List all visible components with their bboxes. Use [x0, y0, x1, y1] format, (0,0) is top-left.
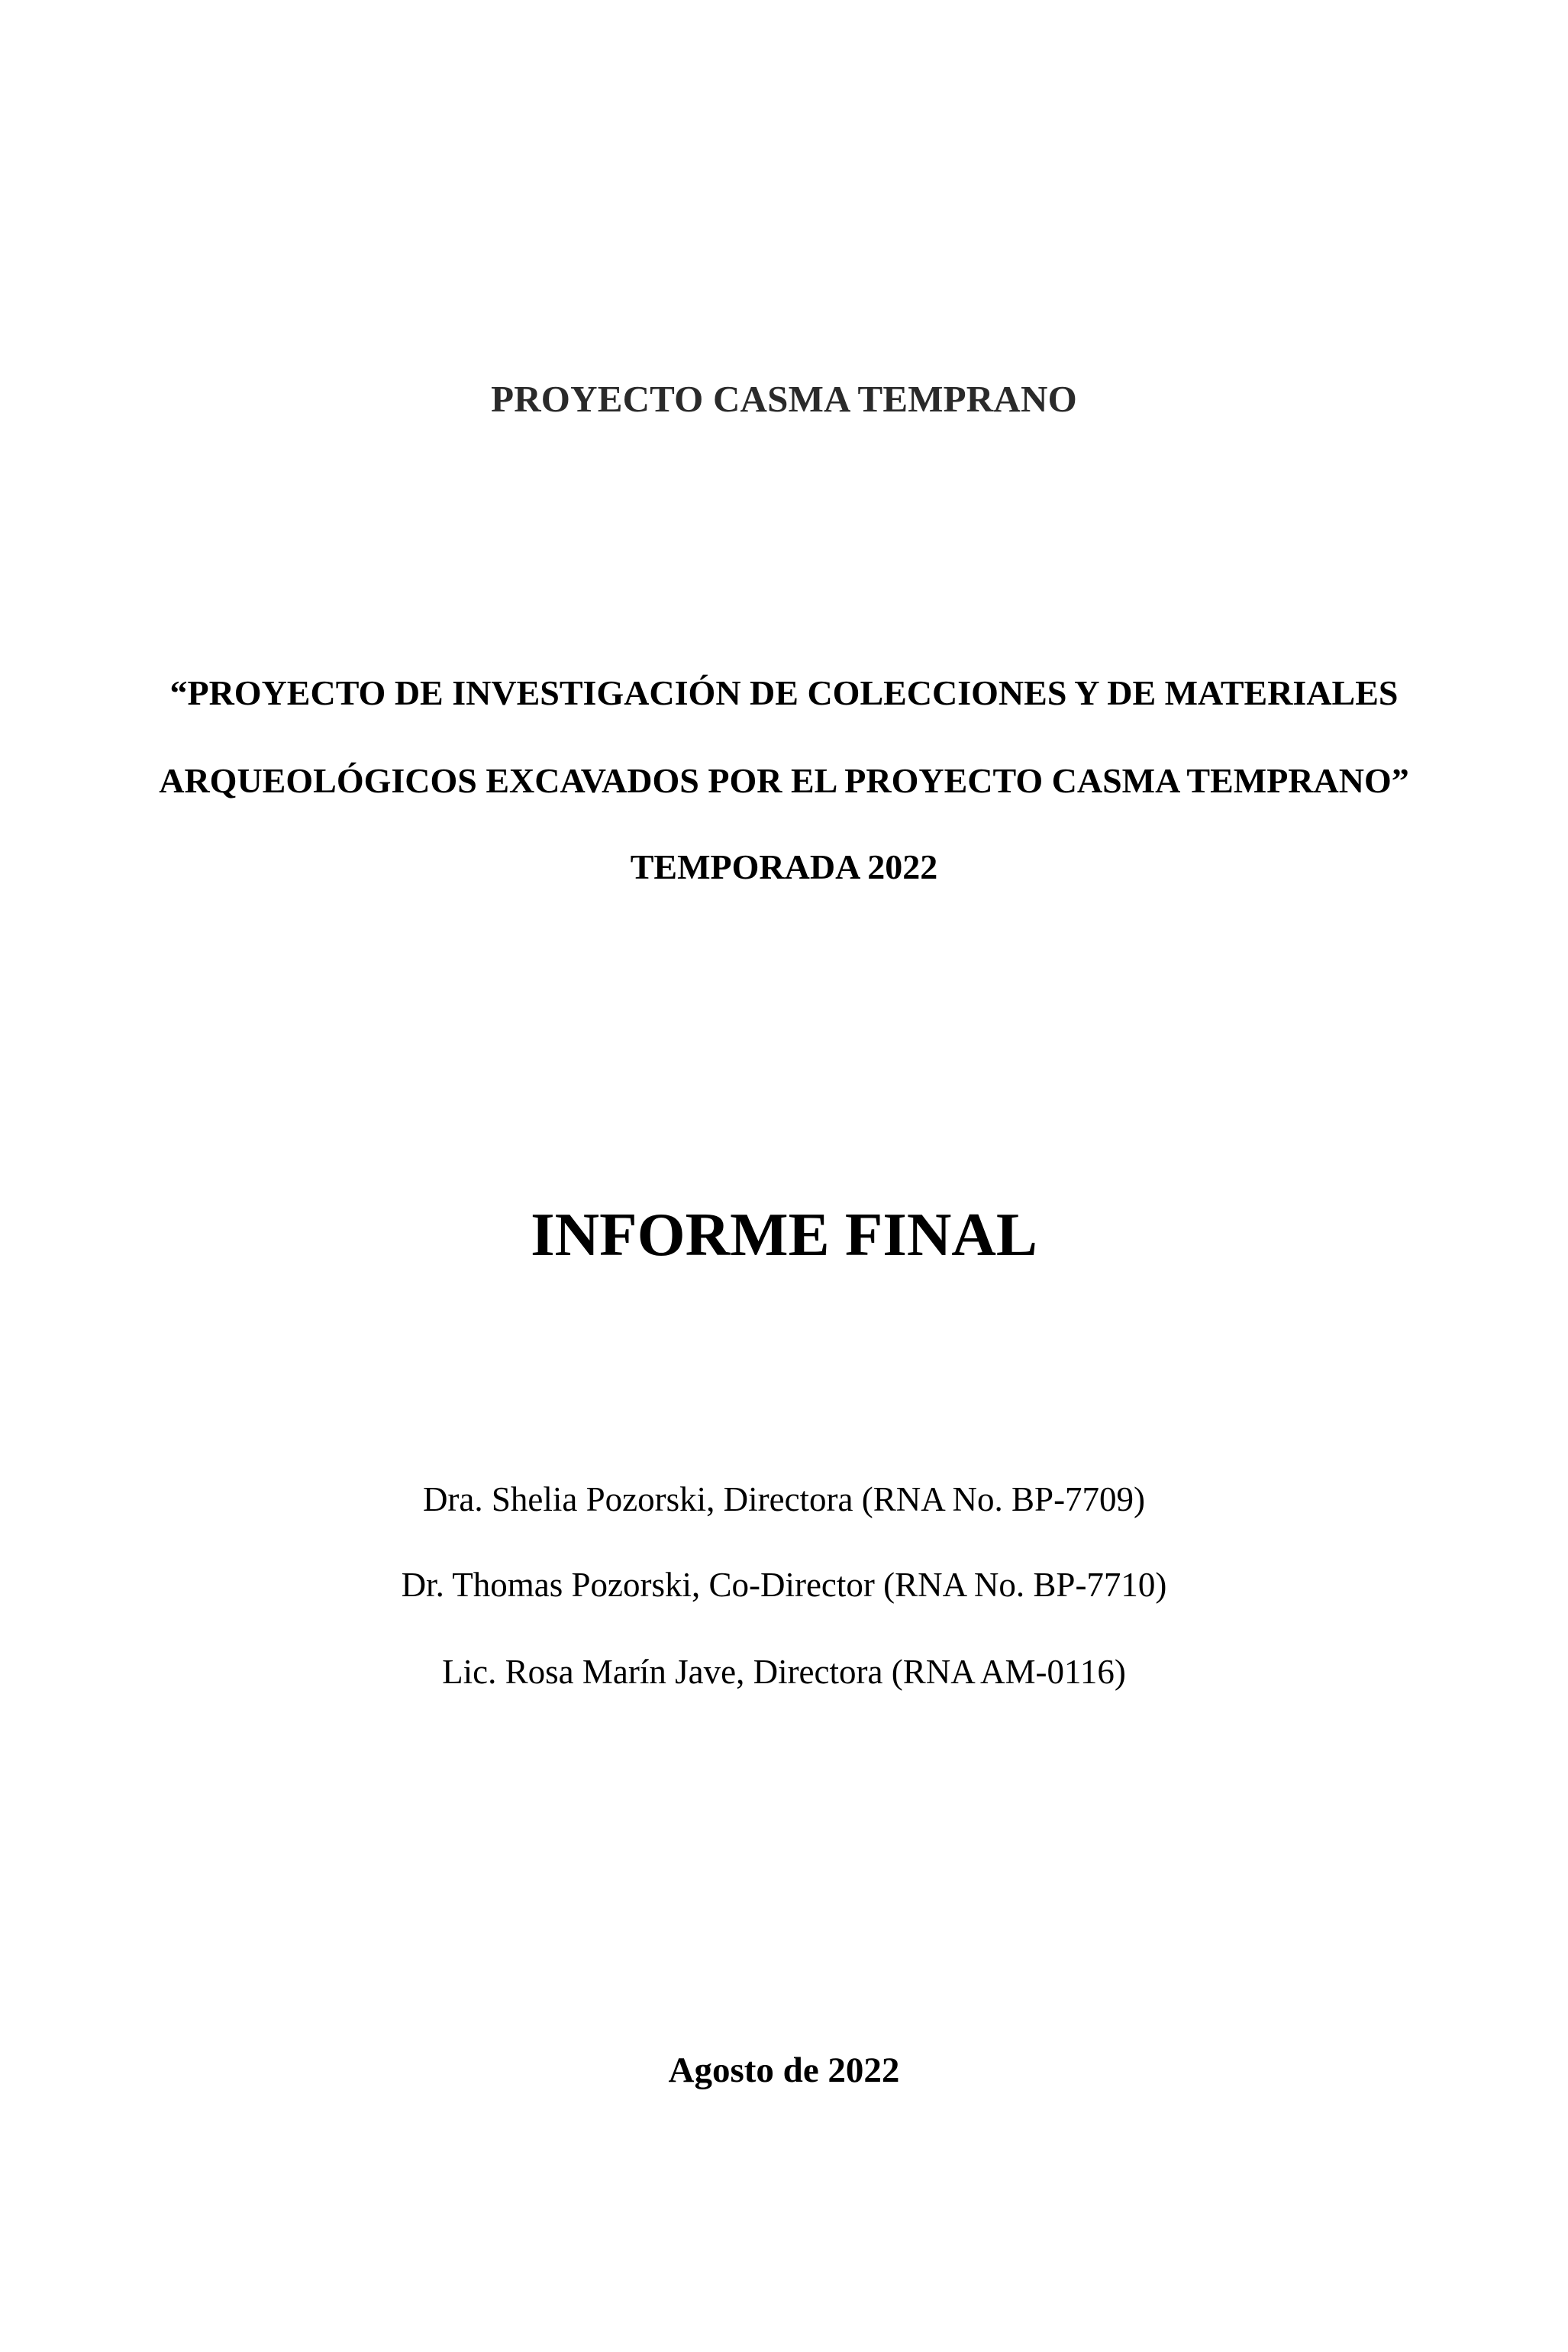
- author-line-3: Lic. Rosa Marín Jave, Directora (RNA AM-0116): [442, 1653, 1126, 1691]
- report-title: INFORME FINAL: [531, 1200, 1037, 1269]
- author-line-1: Dra. Shelia Pozorski, Directora (RNA No. BP-7709): [422, 1480, 1146, 1518]
- report-date: Agosto de 2022: [668, 2050, 900, 2090]
- project-header: PROYECTO CASMA TEMPRANO: [491, 378, 1077, 420]
- author-line-2: Dr. Thomas Pozorski, Co-Director (RNA No. BP-7710): [401, 1566, 1167, 1604]
- project-season: TEMPORADA 2022: [630, 847, 938, 886]
- project-title-line-1: “PROYECTO DE INVESTIGACIÓN DE COLECCIONES Y DE MATERIALES: [169, 673, 1399, 712]
- project-title-line-2: ARQUEOLÓGICOS EXCAVADOS POR EL PROYECTO CASMA TEMPRANO”: [159, 761, 1409, 800]
